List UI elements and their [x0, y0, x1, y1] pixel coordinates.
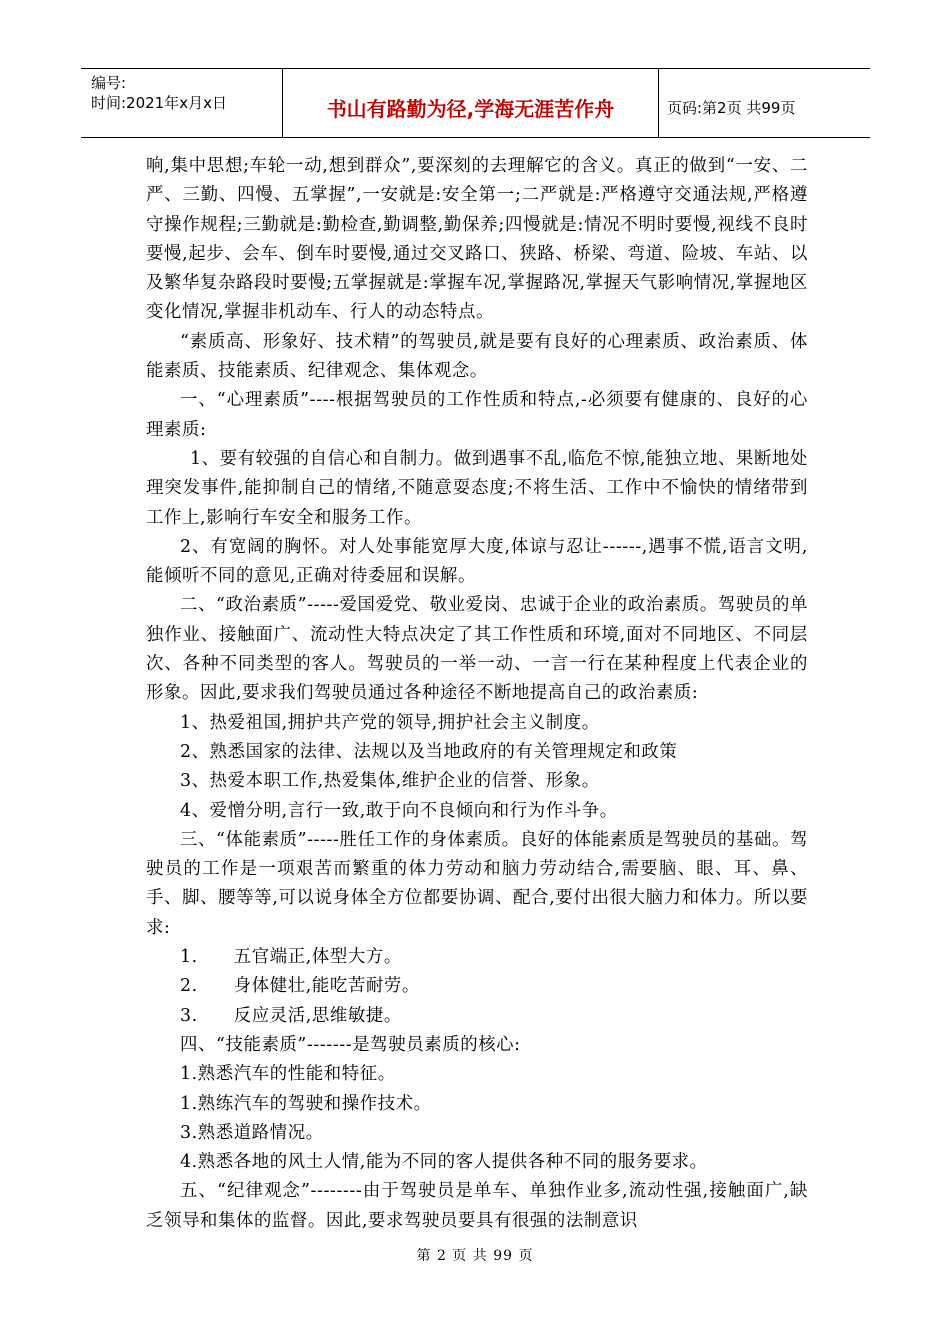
- list-item: 2、有宽阔的胸怀。对人处事能宽厚大度,体谅与忍让------,遇事不慌,语言文明,能倾听不同的意见,正确对待委屈和误解。: [146, 536, 808, 587]
- doc-number-label: 编号:: [91, 74, 127, 92]
- list-item: 2、熟悉国家的法律、法规以及当地政府的有关管理规定和政策: [180, 741, 678, 762]
- list-item: 1.熟练汽车的驾驶和操作技术。: [180, 1093, 432, 1114]
- list-item: 4.熟悉各地的风土人情,能为不同的客人提供各种不同的服务要求。: [180, 1152, 708, 1173]
- list-item: 3.熟悉道路情况。: [180, 1122, 324, 1143]
- header-motto: 书山有路勤为径,学海无涯苦作舟: [283, 69, 659, 137]
- page-footer: 第 2 页 共 99 页: [416, 1248, 534, 1264]
- header-page-label: 页码:第2页 共99页: [667, 98, 796, 117]
- time-label: 时间:2021年x月x日: [91, 94, 227, 112]
- section-heading: 四、“技能素质”-------是驾驶员素质的核心:: [180, 1034, 521, 1055]
- list-item: 2. 身体健壮,能吃苦耐劳。: [180, 976, 420, 997]
- paragraph: “素质高、形象好、技术精”的驾驶员,就是要有良好的心理素质、政治素质、体能素质、技能素质、纪律观念、集体观念。: [146, 331, 808, 382]
- paragraph: 响,集中思想;车轮一动,想到群众”,要深刻的去理解它的含义。真正的做到“一安、二严、三勤、四慢、五掌握”,一安就是:安全第一;二严就是:严格遵守交通法规,严格遵守操作规程;三勤就是:勤检查,勤调整,勤保养;四慢就是:情况不明时要慢,视线不良时要慢,起步、会车、倒车时要慢,通过交叉路口、狭路、桥梁、弯道、险坡、车站、以及繁华复杂路段时要慢;五掌握就是:掌握车况,掌握路况,掌握天气影响情况,掌握地区变化情况,掌握非机动车、行人的动态特点。: [146, 156, 808, 323]
- list-item: 3、热爱本职工作,热爱集体,维护企业的信誉、形象。: [180, 771, 600, 792]
- page-header: [81, 68, 870, 138]
- list-item: 1、热爱祖国,拥护共产党的领导,拥护社会主义制度。: [180, 712, 600, 733]
- list-item: 1、要有较强的自信心和自制力。做到遇事不乱,临危不惊,能独立地、果断地处理突发事件,能抑制自己的情绪,不随意耍态度;不将生活、工作中不愉快的情绪带到工作上,影响行车安全和服务工作。: [146, 448, 808, 528]
- section-heading: 二、“政治素质”-----爱国爱党、敬业爱岗、忠诚于企业的政治素质。驾驶员的单独作业、接触面广、流动性大特点决定了其工作性质和环境,面对不同地区、不同层次、各种不同类型的客人。驾驶员的一举一动、一言一行在某种程度上代表企业的形象。因此,要求我们驾驶员通过各种途径不断地提高自己的政治素质:: [146, 595, 808, 704]
- header-meta: [81, 69, 283, 137]
- list-item: 3. 反应灵活,思维敏捷。: [180, 1005, 402, 1026]
- list-item: 4、爱憎分明,言行一致,敢于向不良倾向和行为作斗争。: [180, 800, 618, 821]
- list-item: 1.熟悉汽车的性能和特征。: [180, 1064, 396, 1085]
- document-body: [146, 152, 808, 1236]
- section-heading: 五、“纪律观念”--------由于驾驶员是单车、单独作业多,流动性强,接触面广,缺乏领导和集体的监督。因此,要求驾驶员要具有很强的法制意识: [146, 1181, 808, 1231]
- section-heading: 三、“体能素质”-----胜任工作的身体素质。良好的体能素质是驾驶员的基础。驾驶员的工作是一项艰苦而繁重的体力劳动和脑力劳动结合,需要脑、眼、耳、鼻、手、脚、腰等等,可以说身体全方位都要协调、配合,要付出很大脑力和体力。所以要求:: [146, 829, 808, 938]
- section-heading: 一、“心理素质”----根据驾驶员的工作性质和特点,-必须要有健康的、良好的心理素质:: [146, 390, 808, 440]
- list-item: 1. 五官端正,体型大方。: [180, 947, 402, 968]
